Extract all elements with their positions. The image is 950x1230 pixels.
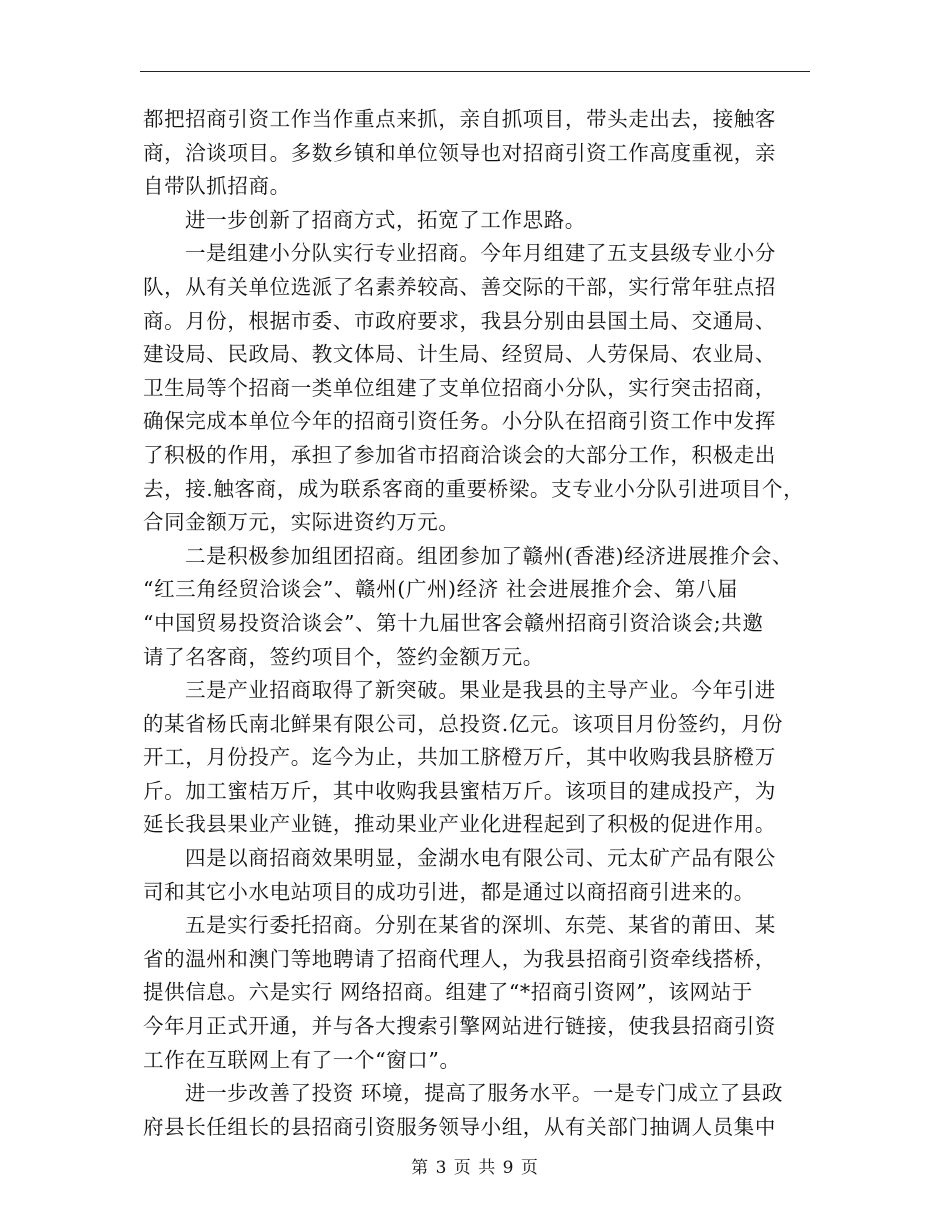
text-line: “中国贸易投资洽谈会”、第十九届世客会赣州招商引资洽谈会;共邀 [143, 610, 764, 635]
text-line: 建设局、民政局、教文体局、计生局、经贸局、人劳保局、农业局、 [143, 342, 776, 367]
text-line: 开工，月份投产。迄今为止，共加工脐橙万斤，其中收购我县脐橙万 [143, 745, 776, 770]
text-line: 的某省杨氏南北鲜果有限公司，总投资.亿元。该项目月份签约，月份 [143, 711, 784, 736]
text-line: 请了名客商，签约项目个，签约金额万元。 [143, 644, 544, 669]
text-line: 斤。加工蜜桔万斤，其中收购我县蜜桔万斤。该项目的建成投产，为 [143, 778, 776, 803]
paragraph-first-line: 二是积极参加组团招商。组团参加了赣州(香港)经济进展推介会、 [185, 543, 793, 568]
text-line: “红三角经贸洽谈会”、赣州(广州)经济 社会进展推介会、第八届 [143, 577, 739, 602]
text-line: 商。月份，根据市委、市政府要求，我县分别由县国土局、交通局、 [143, 308, 776, 333]
text-line: 司和其它小水电站项目的成功引进，都是通过以商招商引进来的。 [143, 879, 755, 904]
page-footer: 第 3 页 共 9 页 [411, 1158, 539, 1178]
text-line: 确保完成本单位今年的招商引资任务。小分队在招商引资工作中发挥 [143, 409, 776, 434]
text-line: 工作在互联网上有了一个“窗口”。 [143, 1047, 461, 1072]
text-line: 省的温州和澳门等地聘请了招商代理人，为我县招商引资牵线搭桥， [143, 946, 776, 971]
paragraph-first-line: 进一步创新了招商方式，拓宽了工作思路。 [185, 207, 586, 232]
text-line: 今年月正式开通，并与各大搜索引擎网站进行链接，使我县招商引资 [143, 1014, 776, 1039]
text-line: 队，从有关单位选派了名素养较高、善交际的干部，实行常年驻点招 [143, 274, 776, 299]
paragraph-first-line: 一是组建小分队实行专业招商。今年月组建了五支县级专业小分 [185, 241, 776, 266]
text-line: 商，洽谈项目。多数乡镇和单位领导也对招商引资工作高度重视，亲 [143, 140, 776, 165]
text-line: 延长我县果业产业链，推动果业产业化进程起到了积极的促进作用。 [143, 812, 776, 837]
header-rule [140, 71, 810, 72]
paragraph-first-line: 五是实行委托招商。分别在某省的深圳、东莞、某省的莆田、某 [185, 913, 776, 938]
document-body [143, 103, 815, 1144]
text-line: 自带队抓招商。 [143, 174, 291, 199]
text-line: 提供信息。六是实行 网络招商。组建了“*招商引资网”，该网站于 [143, 980, 753, 1005]
text-line: 合同金额万元，实际进资约万元。 [143, 510, 460, 535]
paragraph-first-line: 进一步改善了投资 环境，提高了服务水平。一是专门成立了县政 [185, 1081, 783, 1106]
text-line: 去，接.触客商，成为联系客商的重要桥梁。支专业小分队引进项目个， [143, 476, 805, 501]
text-line: 了积极的作用，承担了参加省市招商洽谈会的大部分工作，积极走出 [143, 442, 776, 467]
text-line: 府县长任组长的县招商引资服务领导小组，从有关部门抽调人员集中 [143, 1114, 776, 1139]
text-line: 都把招商引资工作当作重点来抓，亲自抓项目，带头走出去，接触客 [143, 107, 776, 131]
paragraph-first-line: 四是以商招商效果明显，金湖水电有限公司、元太矿产品有限公 [185, 846, 776, 871]
text-line: 卫生局等个招商一类单位组建了支单位招商小分队，实行突击招商， [143, 375, 776, 400]
paragraph-first-line: 三是产业招商取得了新突破。果业是我县的主导产业。今年引进 [185, 678, 776, 703]
